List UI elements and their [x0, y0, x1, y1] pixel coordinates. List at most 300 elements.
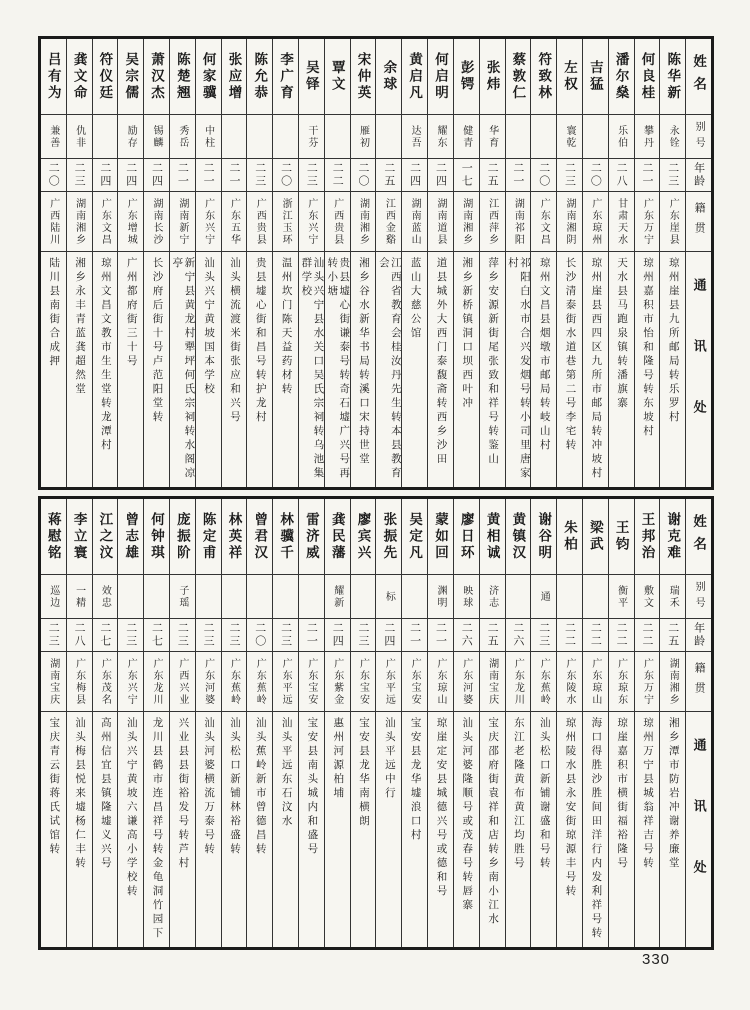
age-cell: 二三	[222, 619, 247, 652]
person-column	[530, 39, 556, 487]
name-cell: 萧汉杰	[144, 39, 169, 115]
alias-cell: 耀新	[325, 575, 350, 619]
address-cell: 祁阳白水市合兴发烟号转小司里唐家村	[506, 257, 530, 481]
name-cell: 何家骥	[196, 39, 221, 115]
age-cell: 二一	[170, 159, 195, 192]
native-cell: 广东琼山	[428, 652, 453, 712]
alias-cell	[144, 575, 169, 619]
native-cell: 广西贵县	[325, 192, 350, 252]
alias-cell	[351, 575, 376, 619]
age-cell: 二〇	[41, 159, 66, 192]
age-cell: 二四	[325, 619, 350, 652]
address-cell: 汕头兴宁黄坡六谦高小学校转	[125, 717, 137, 899]
address-cell: 湘乡永丰青蓝龚超然堂	[74, 257, 86, 397]
name-cell: 吴定凡	[402, 499, 427, 575]
register-table-top	[38, 36, 714, 490]
name-cell: 彭锷	[454, 39, 479, 115]
header-address-label: 通讯处	[691, 738, 707, 921]
header-alias-label: 别号	[686, 575, 711, 619]
address-cell: 琼州崖县西四区九所市邮局转冲坡村	[590, 257, 602, 481]
address-cell: 湘乡潭市防岩冲谢养廉堂	[667, 717, 679, 871]
person-column	[375, 39, 401, 487]
native-cell: 广东河婆	[196, 652, 221, 712]
alias-cell	[247, 115, 272, 159]
age-cell: 二二	[325, 159, 350, 192]
native-cell: 广东增城	[118, 192, 143, 252]
native-cell: 湖南新宁	[170, 192, 195, 252]
age-cell: 二〇	[273, 159, 298, 192]
address-cell: 湘乡谷水新华书局转溪口宋持世堂	[358, 257, 370, 467]
person-column	[195, 499, 221, 947]
name-cell: 黄镇汉	[506, 499, 531, 575]
address-cell: 汕头河婆隆顺号或茂春号转唇寨	[461, 717, 473, 913]
person-column	[582, 499, 608, 947]
person-column	[427, 39, 453, 487]
person-column	[246, 499, 272, 947]
native-cell: 广东万宁	[635, 652, 660, 712]
alias-cell	[118, 575, 143, 619]
age-cell: 二六	[454, 619, 479, 652]
alias-cell: 励存	[118, 115, 143, 159]
person-column	[634, 499, 660, 947]
age-cell: 二〇	[351, 159, 376, 192]
name-cell: 陈允恭	[247, 39, 272, 115]
alias-cell: 达吾	[402, 115, 427, 159]
name-cell: 覃文	[325, 39, 350, 115]
alias-cell	[402, 575, 427, 619]
native-cell: 湖南湘乡	[67, 192, 92, 252]
header-name-label: 姓名	[686, 39, 711, 115]
address-cell: 蓝山大慈公馆	[409, 257, 421, 341]
native-cell: 广东宝安	[351, 652, 376, 712]
alias-cell	[196, 575, 221, 619]
address-cell: 贵县墟心街和昌号转护龙村	[254, 257, 266, 425]
header-native-label: 籍贯	[686, 192, 711, 252]
address-cell: 琼州文昌文教市生生堂转龙潭村	[99, 257, 111, 453]
age-cell: 二四	[428, 159, 453, 192]
header-age-label: 年龄	[686, 159, 711, 192]
native-cell: 湖南长沙	[144, 192, 169, 252]
age-cell: 二三	[67, 159, 92, 192]
alias-cell	[299, 575, 324, 619]
alias-cell	[325, 115, 350, 159]
name-cell: 何钟琪	[144, 499, 169, 575]
person-column	[169, 499, 195, 947]
address-cell: 琼崖定安县城德兴号或德和号	[435, 717, 447, 899]
name-cell: 龚文命	[67, 39, 92, 115]
age-cell: 二〇	[531, 159, 556, 192]
header-alias-label: 别号	[686, 115, 711, 159]
address-cell: 宝庆青云街蒋氏试馆转	[48, 717, 60, 857]
person-column	[324, 39, 350, 487]
name-cell: 吴铎	[299, 39, 324, 115]
person-column	[117, 39, 143, 487]
person-column	[427, 499, 453, 947]
age-cell: 二〇	[247, 619, 272, 652]
name-cell: 谢谷明	[531, 499, 556, 575]
person-column	[401, 499, 427, 947]
address-cell: 道县城外大西门泰馥斋转西乡沙田	[435, 257, 447, 467]
name-cell: 蒙如回	[428, 499, 453, 575]
age-cell: 二一	[299, 619, 324, 652]
person-column	[41, 499, 66, 947]
person-column	[608, 39, 634, 487]
age-cell: 二八	[609, 159, 634, 192]
person-column	[272, 499, 298, 947]
alias-cell	[93, 115, 118, 159]
native-cell: 广东龙川	[506, 652, 531, 712]
alias-cell: 济志	[480, 575, 505, 619]
age-cell: 二二	[583, 619, 608, 652]
name-cell: 曾君汉	[247, 499, 272, 575]
alias-cell: 渊明	[428, 575, 453, 619]
person-column	[479, 499, 505, 947]
header-column	[685, 39, 711, 487]
person-column	[272, 39, 298, 487]
native-cell: 浙江玉环	[273, 192, 298, 252]
native-cell: 广东五华	[222, 192, 247, 252]
name-cell: 王邦治	[635, 499, 660, 575]
age-cell: 二五	[480, 159, 505, 192]
age-cell: 二三	[660, 159, 685, 192]
alias-cell: 子瑶	[170, 575, 195, 619]
alias-cell: 华育	[480, 115, 505, 159]
native-cell: 湖南宝庆	[480, 652, 505, 712]
address-cell: 宝安县龙华南横朗	[358, 717, 370, 829]
alias-cell	[583, 115, 608, 159]
alias-cell	[247, 575, 272, 619]
address-cell: 汕头平远中行	[383, 717, 395, 801]
alias-cell: 瑞禾	[660, 575, 685, 619]
name-cell: 陈定甫	[196, 499, 221, 575]
native-cell: 广东兴宁	[196, 192, 221, 252]
name-cell: 蔡敦仁	[506, 39, 531, 115]
header-native-label: 籍贯	[686, 652, 711, 712]
age-cell: 二一	[402, 619, 427, 652]
page-number: 330	[642, 951, 671, 968]
person-column	[324, 499, 350, 947]
alias-cell: 仇非	[67, 115, 92, 159]
native-cell: 广西陆川	[41, 192, 66, 252]
alias-cell: 雁初	[351, 115, 376, 159]
person-column	[246, 39, 272, 487]
native-cell: 广东兴宁	[299, 192, 324, 252]
name-cell: 张炜	[480, 39, 505, 115]
name-cell: 朱柏	[557, 499, 582, 575]
person-column	[92, 499, 118, 947]
native-cell: 广东兴宁	[118, 652, 143, 712]
name-cell: 黄相诚	[480, 499, 505, 575]
age-cell: 二三	[170, 619, 195, 652]
address-cell: 惠州河源柏埔	[332, 717, 344, 801]
age-cell: 二七	[93, 619, 118, 652]
native-cell: 广东万宁	[635, 192, 660, 252]
alias-cell: 锡麟	[144, 115, 169, 159]
person-column	[92, 39, 118, 487]
alias-cell	[273, 575, 298, 619]
native-cell: 广东宝安	[402, 652, 427, 712]
alias-cell: 攀丹	[635, 115, 660, 159]
address-cell: 琼州嘉积市怡和隆号转东坡村	[641, 257, 653, 439]
native-cell: 广东琼州	[583, 192, 608, 252]
address-cell: 宝安县龙华墟浪口村	[409, 717, 421, 843]
native-cell: 湖南宝庆	[41, 652, 66, 712]
name-cell: 黄启凡	[402, 39, 427, 115]
native-cell: 湖南蓝山	[402, 192, 427, 252]
name-cell: 廖宾兴	[351, 499, 376, 575]
address-cell: 温州坎门陈天益药材转	[280, 257, 292, 397]
address-cell: 长沙府后街十号卢范阳堂转	[151, 257, 163, 425]
person-column	[350, 499, 376, 947]
address-cell: 海口得胜沙胜间田洋行内发利祥号转	[590, 717, 602, 941]
name-cell: 曾志雄	[118, 499, 143, 575]
alias-cell: 一精	[67, 575, 92, 619]
native-cell: 湖南湘乡	[454, 192, 479, 252]
age-cell: 二五	[376, 159, 401, 192]
age-cell: 一七	[454, 159, 479, 192]
age-cell: 二一	[428, 619, 453, 652]
person-column	[659, 499, 685, 947]
native-cell: 江西萍乡	[480, 192, 505, 252]
person-column	[66, 39, 92, 487]
native-cell: 广东蕉岭	[222, 652, 247, 712]
name-cell: 谢克难	[660, 499, 685, 575]
alias-cell: 乐伯	[609, 115, 634, 159]
address-cell: 新宁县黄龙村犟坪何氏宗祠转水阁凉亭	[171, 257, 195, 481]
name-cell: 张应增	[222, 39, 247, 115]
address-cell: 陆川县南街合成押	[48, 257, 60, 369]
person-column	[221, 39, 247, 487]
person-column	[143, 499, 169, 947]
person-column	[556, 39, 582, 487]
native-cell: 湖南道县	[428, 192, 453, 252]
age-cell: 二一	[222, 159, 247, 192]
native-cell: 广东平远	[273, 652, 298, 712]
native-cell: 广东蕉岭	[531, 652, 556, 712]
age-cell: 二二	[609, 619, 634, 652]
address-cell: 琼崖嘉积市横街福裕隆号	[616, 717, 628, 871]
address-cell: 广州都府街三十号	[125, 257, 137, 369]
age-cell: 二三	[557, 159, 582, 192]
name-cell: 宋仲英	[351, 39, 376, 115]
native-cell: 广西贵县	[247, 192, 272, 252]
native-cell: 湖南祁阳	[506, 192, 531, 252]
person-column	[530, 499, 556, 947]
address-cell: 汕头横流渡米街张应和兴号	[228, 257, 240, 425]
person-column	[505, 39, 531, 487]
native-cell: 广东龙川	[144, 652, 169, 712]
native-cell: 广东宝安	[299, 652, 324, 712]
address-cell: 萍乡安源新街尾张致和祥号转鉴山	[487, 257, 499, 467]
alias-cell	[222, 575, 247, 619]
age-cell: 二三	[299, 159, 324, 192]
person-column	[221, 499, 247, 947]
header-age-label: 年龄	[686, 619, 711, 652]
alias-cell	[376, 115, 401, 159]
name-cell: 江之汶	[93, 499, 118, 575]
person-column	[117, 499, 143, 947]
alias-cell: 映球	[454, 575, 479, 619]
address-cell: 琼州万宁县城翁祥吉号转	[641, 717, 653, 871]
age-cell: 二五	[480, 619, 505, 652]
person-column	[659, 39, 685, 487]
address-cell: 汕头兴宁黄坡国本学校	[203, 257, 215, 397]
native-cell: 广东陵水	[557, 652, 582, 712]
age-cell: 二八	[67, 619, 92, 652]
address-cell: 湘乡新桥镇洞口坝西叶冲	[461, 257, 473, 411]
person-column	[608, 499, 634, 947]
alias-cell: 秀岳	[170, 115, 195, 159]
address-cell: 琼州崖县九所邮局转乐罗村	[667, 257, 679, 425]
age-cell: 二三	[531, 619, 556, 652]
age-cell: 二四	[93, 159, 118, 192]
name-cell: 林英祥	[222, 499, 247, 575]
person-column	[169, 39, 195, 487]
person-column	[453, 39, 479, 487]
name-cell: 左权	[557, 39, 582, 115]
alias-cell	[273, 115, 298, 159]
address-cell: 汕头河婆横流万泰号转	[203, 717, 215, 857]
age-cell: 二四	[144, 159, 169, 192]
name-cell: 吕有为	[41, 39, 66, 115]
person-column	[143, 39, 169, 487]
name-cell: 潘尔燊	[609, 39, 634, 115]
address-cell: 汕头松口新铺林裕盛转	[228, 717, 240, 857]
name-cell: 吉猛	[583, 39, 608, 115]
person-column	[298, 39, 324, 487]
native-cell: 湖南湘乡	[351, 192, 376, 252]
alias-cell	[557, 575, 582, 619]
register-table-bottom	[38, 496, 714, 950]
person-column	[195, 39, 221, 487]
native-cell: 广东琼东	[609, 652, 634, 712]
address-cell: 贵县墟心街谦泰号转奇石墟广兴号再转小塘	[326, 257, 350, 481]
alias-cell: 衡平	[609, 575, 634, 619]
person-column	[505, 499, 531, 947]
header-name-label: 姓名	[686, 499, 711, 575]
name-cell: 蒋慰铭	[41, 499, 66, 575]
person-column	[453, 499, 479, 947]
address-cell: 高州信宜县镇隆墟义兴号	[99, 717, 111, 871]
alias-cell: 永铨	[660, 115, 685, 159]
age-cell: 二三	[196, 619, 221, 652]
native-cell: 湖南湘乡	[660, 652, 685, 712]
alias-cell	[506, 115, 531, 159]
alias-cell: 寰乾	[557, 115, 582, 159]
age-cell: 二四	[376, 619, 401, 652]
name-cell: 龚民藩	[325, 499, 350, 575]
person-column	[634, 39, 660, 487]
alias-cell: 兼善	[41, 115, 66, 159]
name-cell: 吴宗儒	[118, 39, 143, 115]
native-cell: 广东河婆	[454, 652, 479, 712]
native-cell: 江西金谿	[376, 192, 401, 252]
address-cell: 汕头松口新铺谢盛和号转	[538, 717, 550, 871]
native-cell: 广东梅县	[67, 652, 92, 712]
native-cell: 广东平远	[376, 652, 401, 712]
name-cell: 何启明	[428, 39, 453, 115]
name-cell: 廖日环	[454, 499, 479, 575]
age-cell: 二三	[247, 159, 272, 192]
name-cell: 符致林	[531, 39, 556, 115]
person-column	[350, 39, 376, 487]
name-cell: 李广育	[273, 39, 298, 115]
address-cell: 琼州文昌县烟墩市邮局转岐山村	[538, 257, 550, 453]
address-cell: 汕头蕉岭新市曾德昌转	[254, 717, 266, 857]
alias-cell: 巡边	[41, 575, 66, 619]
address-cell: 东江老隆黄布黄江均胜号	[512, 717, 524, 871]
person-column	[66, 499, 92, 947]
name-cell: 梁武	[583, 499, 608, 575]
address-cell: 龙川县鹤市连昌祥号转金龟洞竹园下	[151, 717, 163, 941]
age-cell: 二二	[557, 619, 582, 652]
alias-cell	[222, 115, 247, 159]
address-cell: 琼州陵水县永安街琼源丰号转	[564, 717, 576, 899]
alias-cell: 中柱	[196, 115, 221, 159]
age-cell: 二三	[351, 619, 376, 652]
name-cell: 王钧	[609, 499, 634, 575]
age-cell: 二三	[41, 619, 66, 652]
name-cell: 张振先	[376, 499, 401, 575]
alias-cell: 通	[531, 575, 556, 619]
alias-cell	[506, 575, 531, 619]
native-cell: 广东文昌	[531, 192, 556, 252]
age-cell: 二七	[144, 619, 169, 652]
age-cell: 二〇	[583, 159, 608, 192]
age-cell: 二三	[273, 619, 298, 652]
alias-cell: 健青	[454, 115, 479, 159]
person-column	[556, 499, 582, 947]
alias-cell: 干芬	[299, 115, 324, 159]
alias-cell: 效忠	[93, 575, 118, 619]
name-cell: 陈华新	[660, 39, 685, 115]
address-cell: 汕头兴宁县水关口吴氏宗祠转乌池集群学校	[300, 257, 324, 481]
age-cell: 二一	[506, 159, 531, 192]
native-cell: 广东崖县	[660, 192, 685, 252]
name-cell: 何良桂	[635, 39, 660, 115]
header-address-label: 通讯处	[691, 278, 707, 461]
name-cell: 余球	[376, 39, 401, 115]
native-cell: 湖南湘阴	[557, 192, 582, 252]
address-cell: 宝庆邵府街袁祥和店转乡南小江水	[487, 717, 499, 927]
native-cell: 甘肃天水	[609, 192, 634, 252]
alias-cell	[531, 115, 556, 159]
alias-cell: 标	[376, 575, 401, 619]
native-cell: 广东蕉岭	[247, 652, 272, 712]
age-cell: 二六	[506, 619, 531, 652]
address-cell: 江西省教育会桂汝丹先生转本县教育会	[377, 257, 401, 481]
address-cell: 长沙清泰街水道巷第二号李宅转	[564, 257, 576, 453]
age-cell: 二四	[402, 159, 427, 192]
alias-cell: 耀东	[428, 115, 453, 159]
name-cell: 陈楚翘	[170, 39, 195, 115]
address-cell: 天水县马跑泉镇转潘旗寨	[616, 257, 628, 411]
name-cell: 庞振阶	[170, 499, 195, 575]
person-column	[582, 39, 608, 487]
person-column	[41, 39, 66, 487]
alias-cell: 敷文	[635, 575, 660, 619]
native-cell: 广西兴业	[170, 652, 195, 712]
name-cell: 雷济威	[299, 499, 324, 575]
person-column	[401, 39, 427, 487]
native-cell: 广东紫金	[325, 652, 350, 712]
address-cell: 兴业县县街裕发号转芦村	[177, 717, 189, 871]
person-column	[298, 499, 324, 947]
name-cell: 符仪廷	[93, 39, 118, 115]
address-cell: 汕头平远东石汶水	[280, 717, 292, 829]
address-cell: 宝安县南头城内和盛号	[306, 717, 318, 857]
address-cell: 汕头梅县悦来墟杨仁丰转	[74, 717, 86, 871]
